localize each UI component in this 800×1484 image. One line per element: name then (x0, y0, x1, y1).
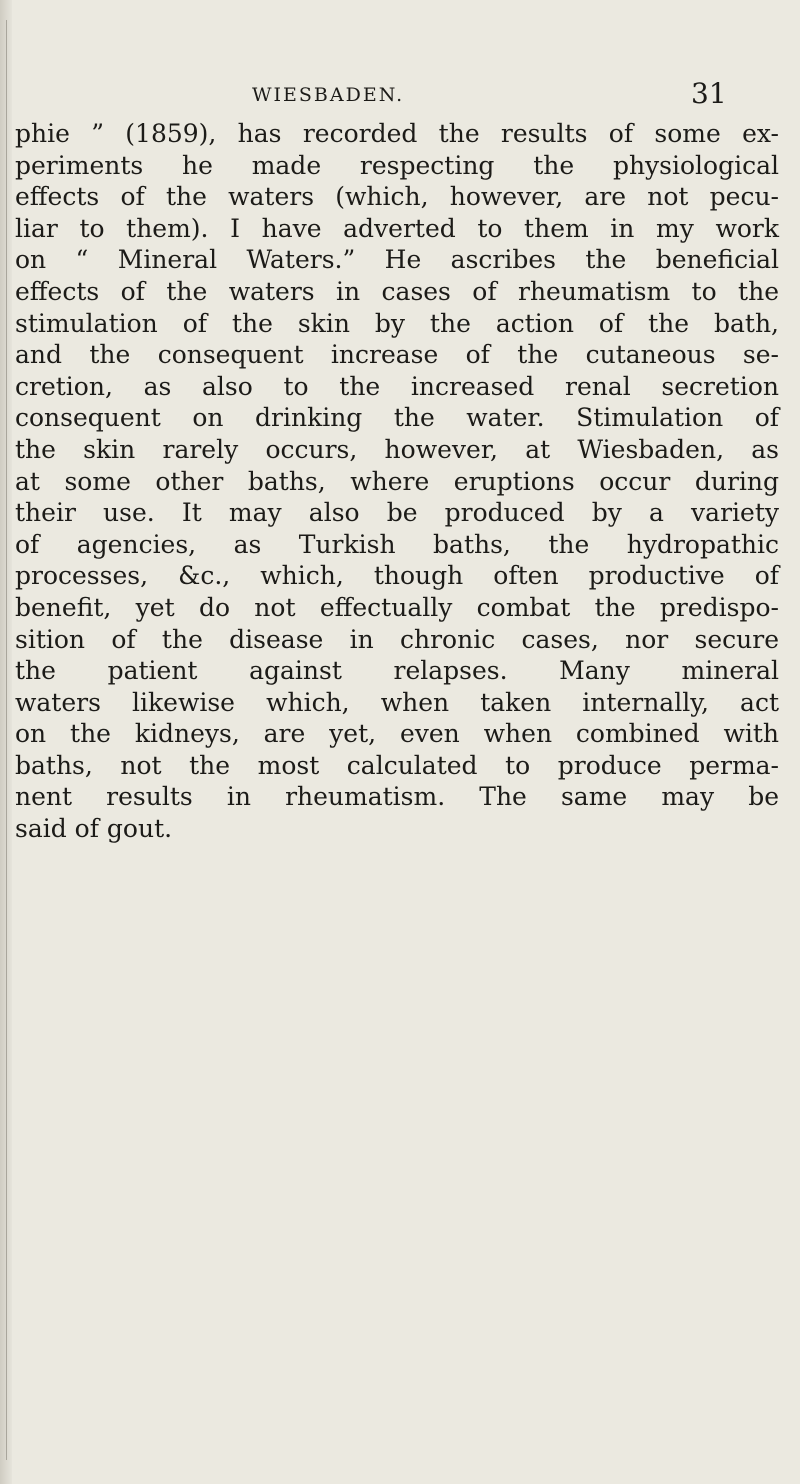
text-line: stimulation of the skin by the action of the bath, (15, 308, 779, 338)
text-line: their use. It may also be produced by a variety (15, 498, 779, 528)
text-line: said of gout. (15, 814, 173, 844)
text-line: of agencies, as Turkish baths, the hydropathic (15, 529, 779, 559)
text-line: the patient against relapses. Many mineral (15, 656, 779, 686)
text-line: on the kidneys, are yet, even when combined with (15, 719, 779, 749)
page-number: 31 (691, 77, 727, 110)
text-line: the skin rarely occurs, however, at Wiesbaden, as (15, 434, 779, 464)
running-title: WIESBADEN. (252, 84, 405, 106)
text-line: periments he made respecting the physiological (15, 150, 779, 180)
text-line: at some other baths, where eruptions occur during (15, 466, 779, 496)
text-line: sition of the disease in chronic cases, nor secure (15, 624, 779, 654)
text-line: and the consequent increase of the cutaneous se- (15, 340, 779, 370)
text-line: processes, &c., which, though often productive of (15, 561, 779, 591)
text-line: phie ” (1859), has recorded the results of some ex- (15, 119, 779, 148)
gutter-rule (6, 20, 7, 1460)
text-line: on “ Mineral Waters.” He ascribes the beneficial (15, 245, 779, 275)
page-gutter (0, 0, 12, 1484)
text-line: waters likewise which, when taken internally, act (15, 687, 779, 717)
text-line: effects of the waters (which, however, are not pecu- (15, 182, 779, 212)
body-paragraph (15, 118, 779, 845)
text-line: effects of the waters in cases of rheumatism to the (15, 276, 779, 306)
text-line: cretion, as also to the increased renal secretion (15, 371, 779, 401)
text-line: consequent on drinking the water. Stimulation of (15, 403, 779, 433)
text-line: benefit, yet do not effectually combat the predispo- (15, 592, 779, 622)
text-line: liar to them). I have adverted to them in my work (15, 213, 779, 243)
text-line: baths, not the most calculated to produce perma- (15, 750, 779, 780)
running-head (0, 77, 800, 114)
text-line: nent results in rheumatism. The same may be (15, 782, 779, 812)
